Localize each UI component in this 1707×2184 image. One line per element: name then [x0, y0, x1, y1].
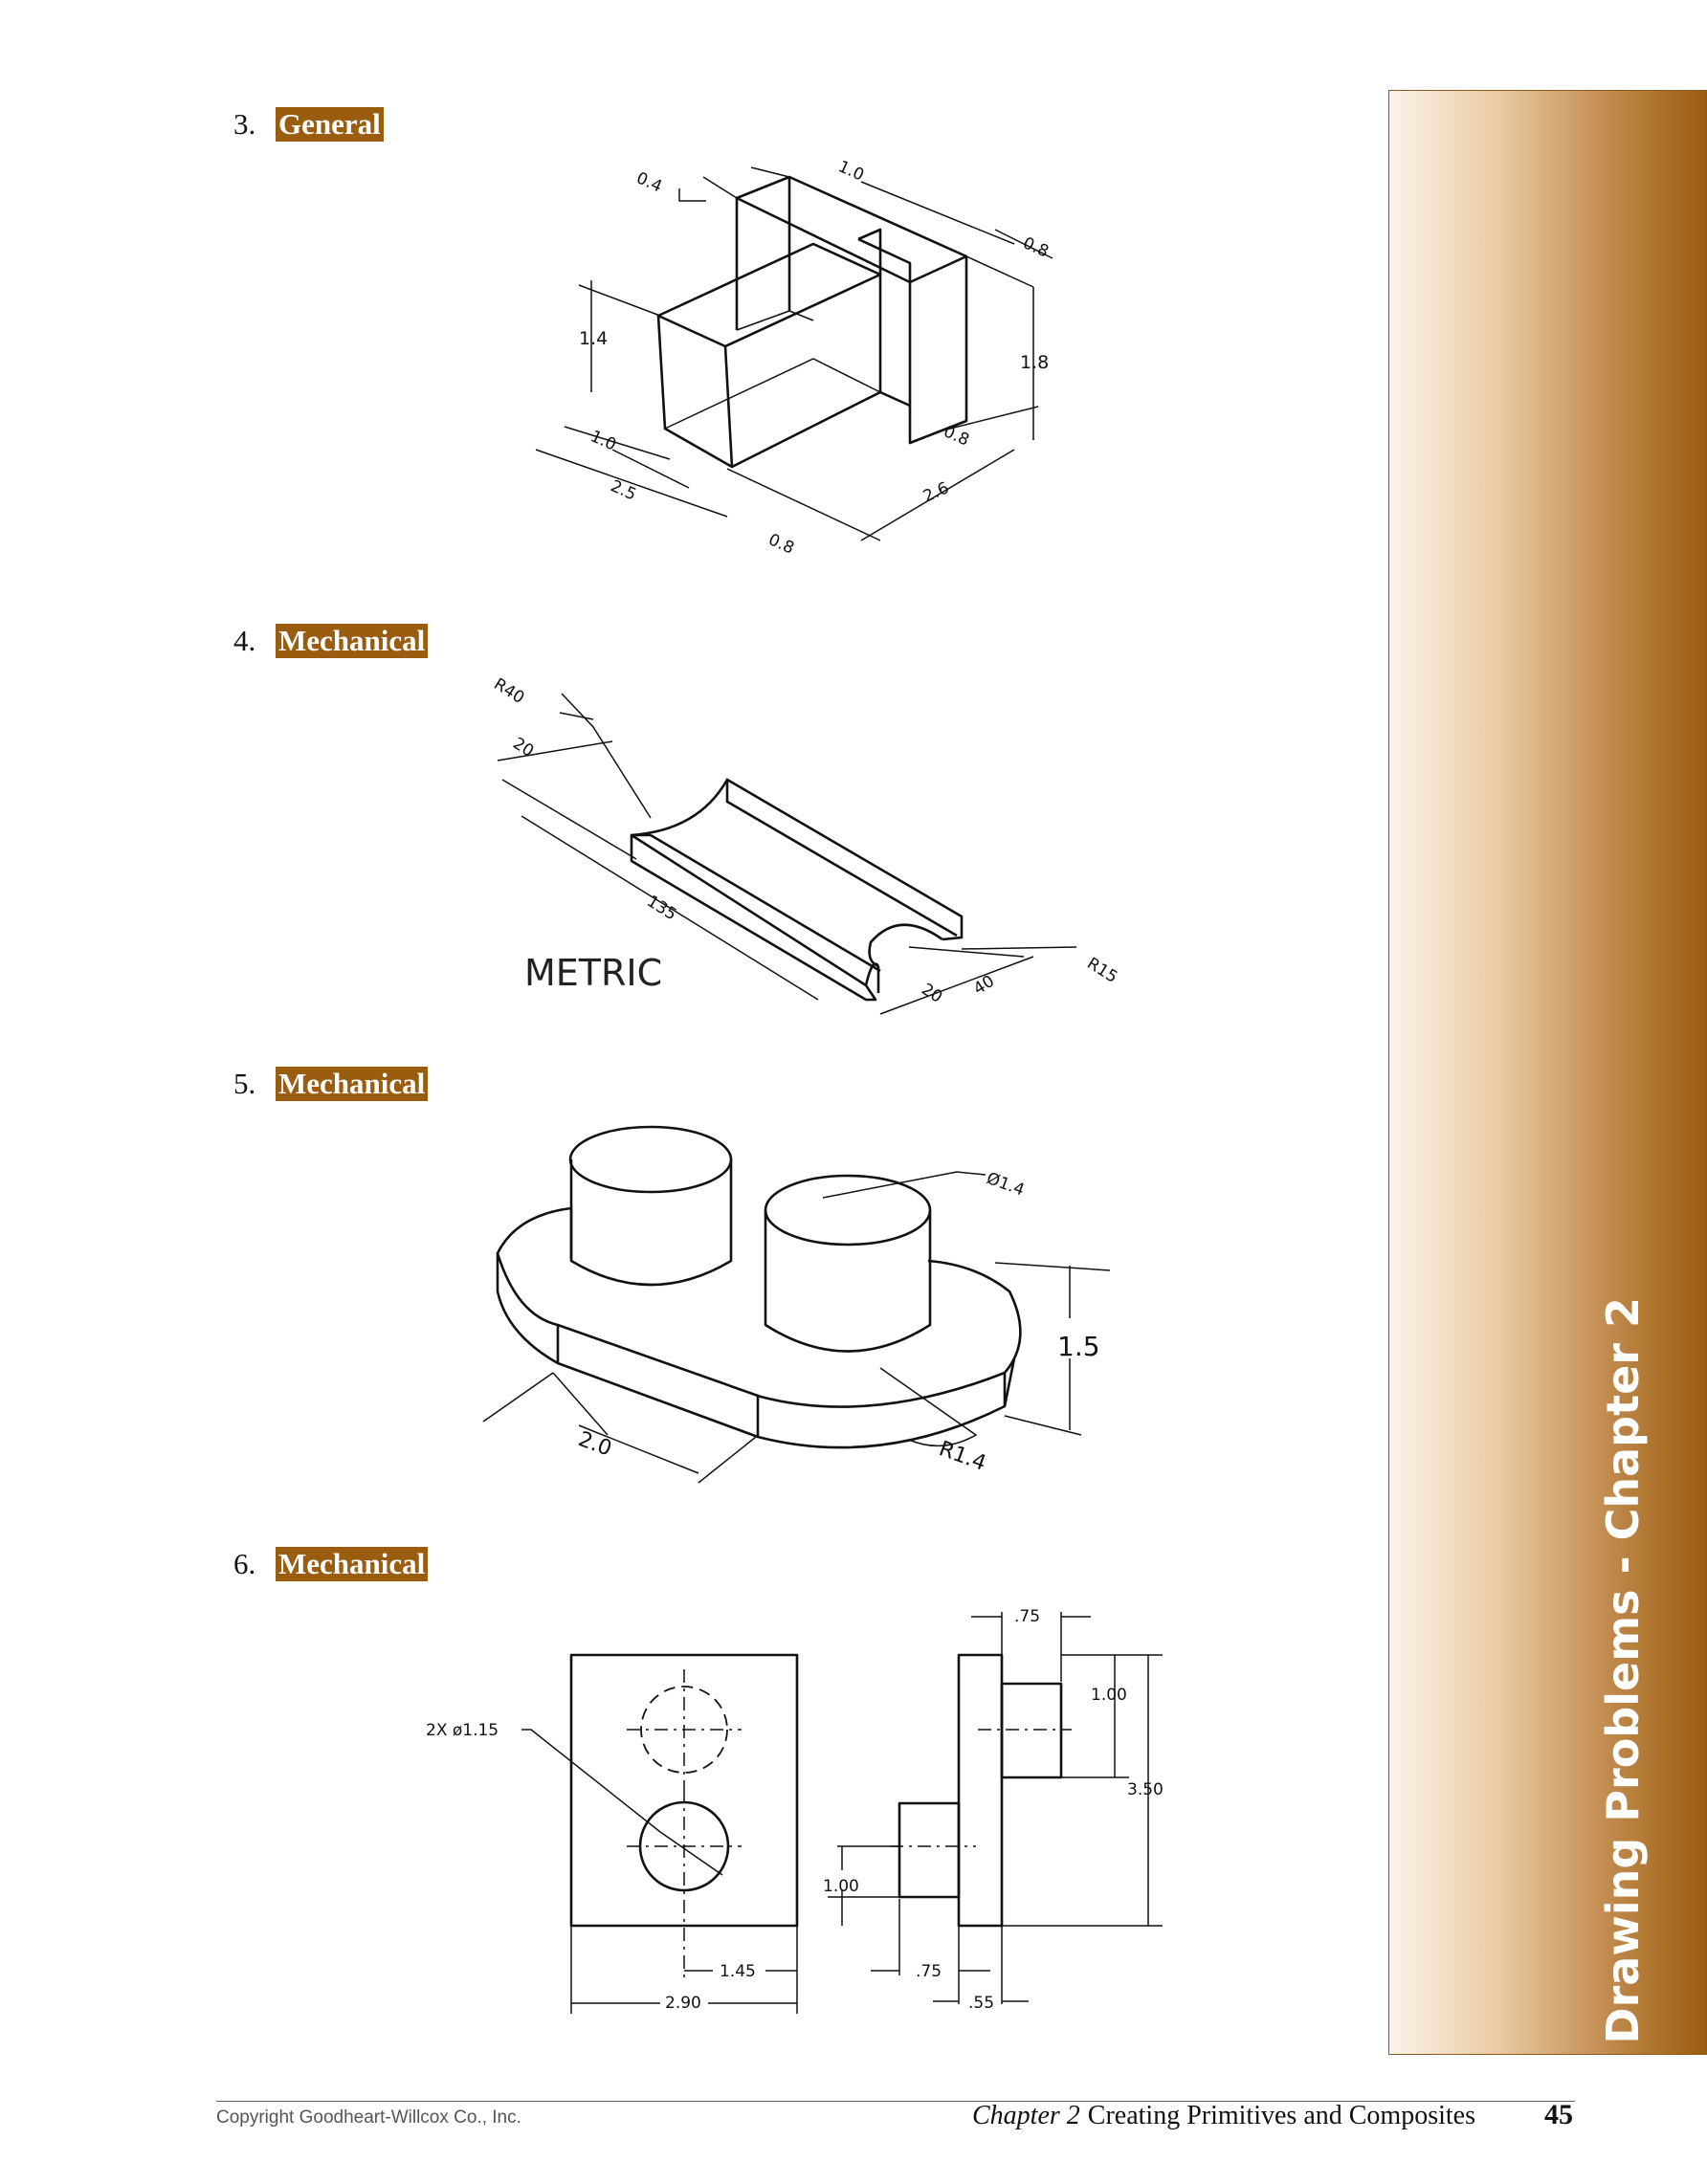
dim-label: .55	[968, 1994, 995, 2013]
dim-label: 2.6	[920, 478, 952, 507]
dim-label: R40	[490, 674, 528, 708]
dim-label: 1.00	[823, 1877, 859, 1896]
problem-number: 5.	[233, 1067, 256, 1100]
dim-label: R15	[1083, 954, 1121, 987]
dim-label: R1.4	[935, 1437, 989, 1476]
figure-4-channel-part	[490, 674, 1120, 1014]
dim-label: .75	[916, 1962, 942, 1981]
dim-label: 3.50	[1127, 1780, 1164, 1799]
category-tag: Mechanical	[276, 624, 428, 658]
page-number: 45	[1544, 2099, 1573, 2130]
chapter-footer	[972, 2101, 1475, 2131]
dim-label: 1.45	[720, 1962, 756, 1981]
category-tag: General	[276, 107, 384, 142]
dim-label: 20	[509, 734, 538, 761]
dim-label: 20	[918, 980, 946, 1007]
dim-label: 135	[643, 892, 680, 925]
dim-label: 0.4	[632, 168, 665, 197]
dim-label: 40	[970, 971, 999, 1000]
dim-label: 1.0	[834, 157, 867, 186]
problem-number: 4.	[233, 624, 256, 657]
dim-label: 1.0	[587, 427, 619, 455]
side-tab-label: Drawing Problems - Chapter 2	[1597, 1297, 1649, 2044]
dim-label: 0.8	[765, 530, 797, 559]
dim-label: 2.5	[607, 476, 639, 505]
figure-5-base-with-cylinders	[483, 1127, 1110, 1483]
chapter-side-tab	[1388, 90, 1707, 2055]
dim-label: 1.4	[579, 328, 609, 349]
figure-6-orthographic-views	[426, 1607, 1164, 2014]
figure-3-isometric-block	[536, 157, 1053, 558]
dim-label: Ø1.4	[984, 1168, 1028, 1201]
metric-note: METRIC	[524, 952, 663, 994]
dim-label: 2.90	[665, 1994, 701, 2013]
category-tag: Mechanical	[276, 1547, 428, 1581]
dim-label: 1.00	[1091, 1686, 1127, 1705]
dim-label: 0.8	[1019, 233, 1052, 262]
chapter-label: Chapter 2	[972, 2101, 1080, 2130]
dim-label: 0.8	[940, 422, 972, 451]
chapter-title: Creating Primitives and Composites	[1087, 2101, 1475, 2130]
dim-label: 2X ø1.15	[426, 1721, 499, 1740]
category-tag: Mechanical	[276, 1067, 428, 1101]
copyright-text: Copyright Goodheart-Willcox Co., Inc.	[216, 2107, 521, 2128]
dim-label: 1.8	[1020, 352, 1050, 373]
dim-label: .75	[1014, 1607, 1041, 1626]
dim-label: 2.0	[574, 1427, 615, 1462]
problem-number: 6.	[233, 1547, 256, 1580]
problem-number: 3.	[233, 107, 256, 141]
dim-label: 1.5	[1057, 1331, 1100, 1362]
